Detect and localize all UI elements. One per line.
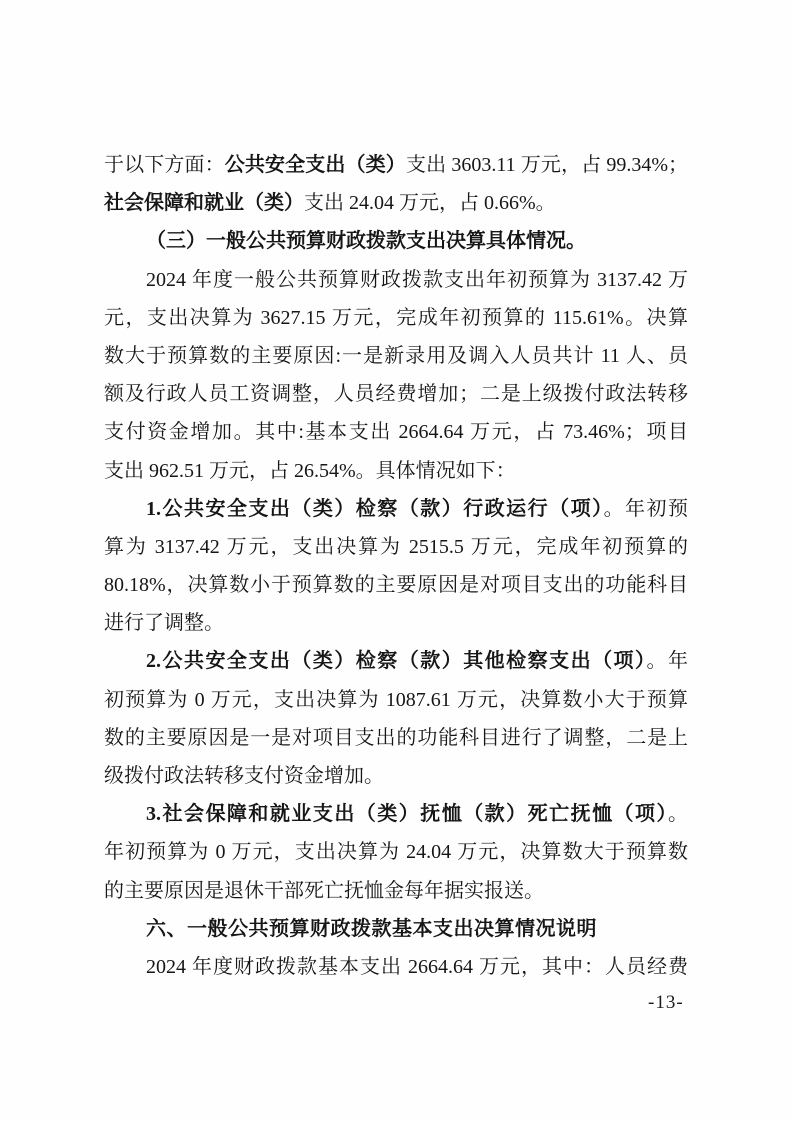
emphasized-text: 1.公共安全支出（类）检察（款）行政运行（项） <box>146 497 604 520</box>
text-line <box>104 299 688 337</box>
text-line <box>104 872 688 910</box>
emphasized-text: 社会保障和就业（类） <box>104 192 304 215</box>
body-text: 数大于预算数的主要原因:一是新录用及调入人员共计 11 人、员 <box>104 344 688 367</box>
document-body <box>104 146 688 986</box>
body-text: 。年初预 <box>603 497 688 520</box>
body-text: 年初预算为 0 万元，支出决算为 24.04 万元，决算数大于预算数 <box>104 841 688 864</box>
text-line <box>104 184 688 222</box>
body-text: 的主要原因是退休干部死亡抚恤金每年据实报送。 <box>104 879 544 902</box>
text-line <box>104 413 688 451</box>
body-text: 。年 <box>646 650 688 673</box>
text-line <box>104 757 688 795</box>
page-number: -13- <box>648 992 684 1013</box>
body-text: 额及行政人员工资调整，人员经费增加；二是上级拨付政法转移 <box>104 383 688 406</box>
text-line <box>104 566 688 604</box>
text-line <box>104 833 688 871</box>
body-text: 进行了调整。 <box>104 612 224 635</box>
body-text: 支出 962.51 万元，占 26.54%。具体情况如下： <box>104 459 516 482</box>
body-text: 算为 3137.42 万元，支出决算为 2515.5 万元，完成年初预算的 <box>104 535 688 558</box>
text-line <box>104 528 688 566</box>
text-line <box>104 719 688 757</box>
text-line <box>104 681 688 719</box>
body-text: 支付资金增加。其中:基本支出 2664.64 万元，占 73.46%；项目 <box>104 421 688 444</box>
text-line <box>104 490 688 528</box>
text-line <box>104 375 688 413</box>
text-line <box>104 146 688 184</box>
emphasized-text: （三）一般公共预算财政拨款支出决算具体情况。 <box>146 230 586 253</box>
text-line <box>104 261 688 299</box>
emphasized-text: 公共安全支出（类） <box>224 154 406 176</box>
text-line <box>104 642 688 680</box>
body-text: 级拨付政法转移支付资金增加。 <box>104 765 384 787</box>
text-line <box>104 604 688 642</box>
body-text: 。 <box>668 803 688 826</box>
body-text: 元，支出决算为 3627.15 万元，完成年初预算的 115.61%。决算 <box>104 306 688 329</box>
emphasized-text: 2.公共安全支出（类）检察（款）其他检察支出（项） <box>146 650 647 673</box>
text-line <box>104 948 688 986</box>
body-text: 初预算为 0 万元，支出决算为 1087.61 万元，决算数小大于预算 <box>104 688 688 711</box>
text-line <box>104 910 688 948</box>
body-text: 数的主要原因是一是对项目支出的功能科目进行了调整，二是上 <box>104 726 688 749</box>
emphasized-text: 六、一般公共预算财政拨款基本支出决算情况说明 <box>146 917 597 940</box>
body-text: 2024 年度一般公共预算财政拨款支出年初预算为 3137.42 万 <box>146 268 688 291</box>
text-line <box>104 337 688 375</box>
text-line <box>104 452 688 490</box>
text-line <box>104 222 688 260</box>
body-text: 80.18%，决算数小于预算数的主要原因是对项目支出的功能科目 <box>104 574 688 597</box>
text-line <box>104 795 688 833</box>
body-text: 支出 24.04 万元，占 0.66%。 <box>304 192 556 215</box>
emphasized-text: 3.社会保障和就业支出（类）抚恤（款）死亡抚恤（项） <box>146 803 668 826</box>
body-text: 于以下方面： <box>104 154 225 176</box>
body-text: 支出 3603.11 万元，占 99.34%； <box>405 154 688 176</box>
body-text: 2024 年度财政拨款基本支出 2664.64 万元，其中：人员经费 <box>146 955 688 978</box>
